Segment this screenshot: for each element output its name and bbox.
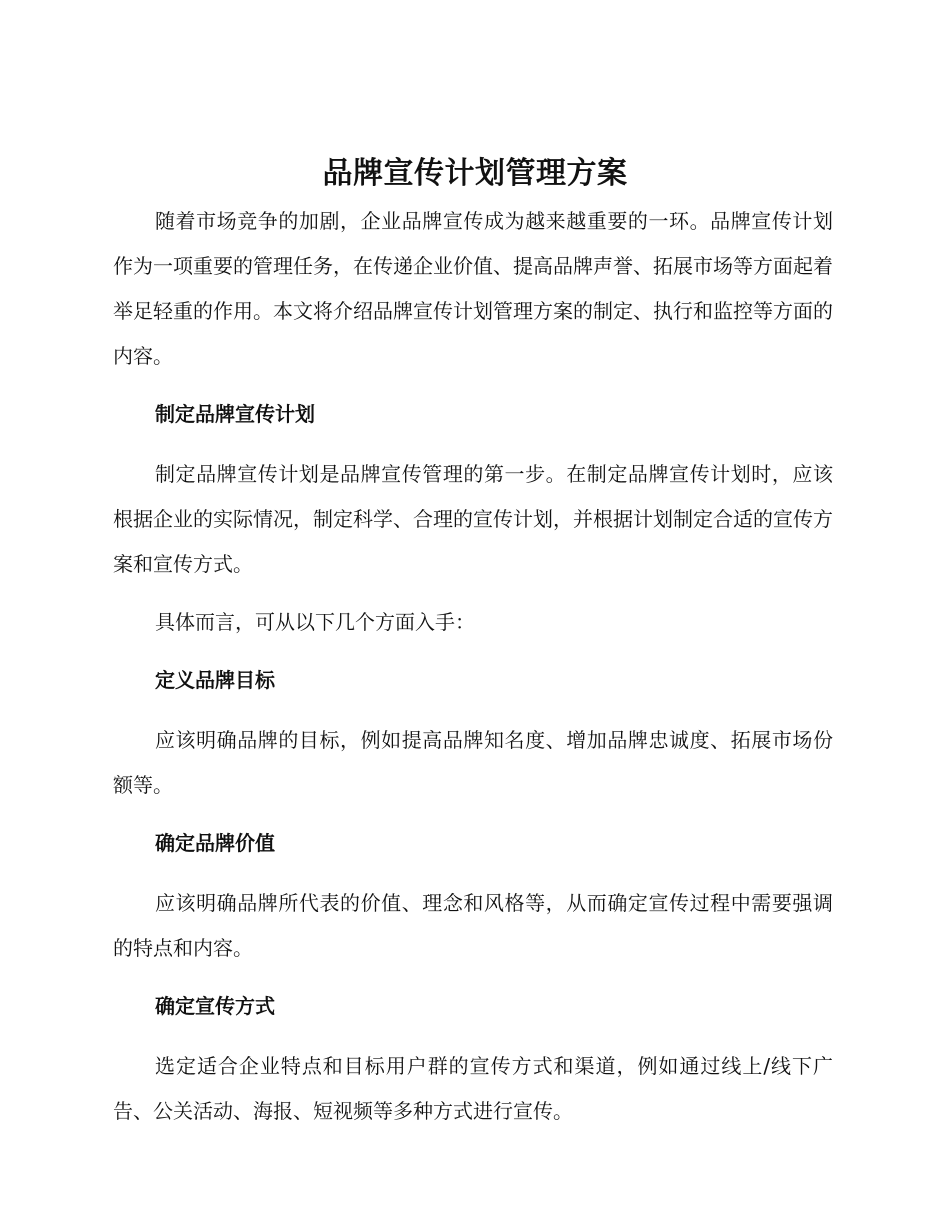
section-heading-plan: 制定品牌宣传计划 bbox=[155, 402, 315, 426]
section-plan-lead-in: 具体而言，可从以下几个方面入手： bbox=[155, 610, 475, 634]
paragraph-gap bbox=[113, 587, 833, 600]
subheading-brand-value: 确定品牌价值 bbox=[155, 831, 275, 855]
section-plan-paragraph: 制定品牌宣传计划是品牌宣传管理的第一步。在制定品牌宣传计划时，应该根据企业的实际情况，制定科学、合理的宣传计划，并根据计划制定合适的宣传方案和宣传方式。 bbox=[113, 462, 833, 576]
intro-paragraph: 随着市场竞争的加剧，企业品牌宣传成为越来越重要的一环。品牌宣传计划作为一项重要的管理任务，在传递企业价值、提高品牌声誉、拓展市场等方面起着举足轻重的作用。本文将介绍品牌宣传计划管理方案的制定、执行和监控等方面的内容。 bbox=[113, 209, 833, 368]
brand-goal-paragraph: 应该明确品牌的目标，例如提高品牌知名度、增加品牌忠诚度、拓展市场份额等。 bbox=[113, 728, 833, 797]
brand-value-paragraph: 应该明确品牌所代表的价值、理念和风格等，从而确定宣传过程中需要强调的特点和内容。 bbox=[113, 891, 833, 960]
subheading-brand-goal: 定义品牌目标 bbox=[155, 668, 275, 692]
promotion-method-paragraph: 选定适合企业特点和目标用户群的宣传方式和渠道，例如通过线上/线下广告、公关活动、海报、短视频等多种方式进行宣传。 bbox=[113, 1054, 833, 1123]
subheading-promotion-method: 确定宣传方式 bbox=[155, 994, 275, 1018]
document-title: 品牌宣传计划管理方案 bbox=[322, 156, 628, 191]
document-body bbox=[113, 199, 833, 1134]
